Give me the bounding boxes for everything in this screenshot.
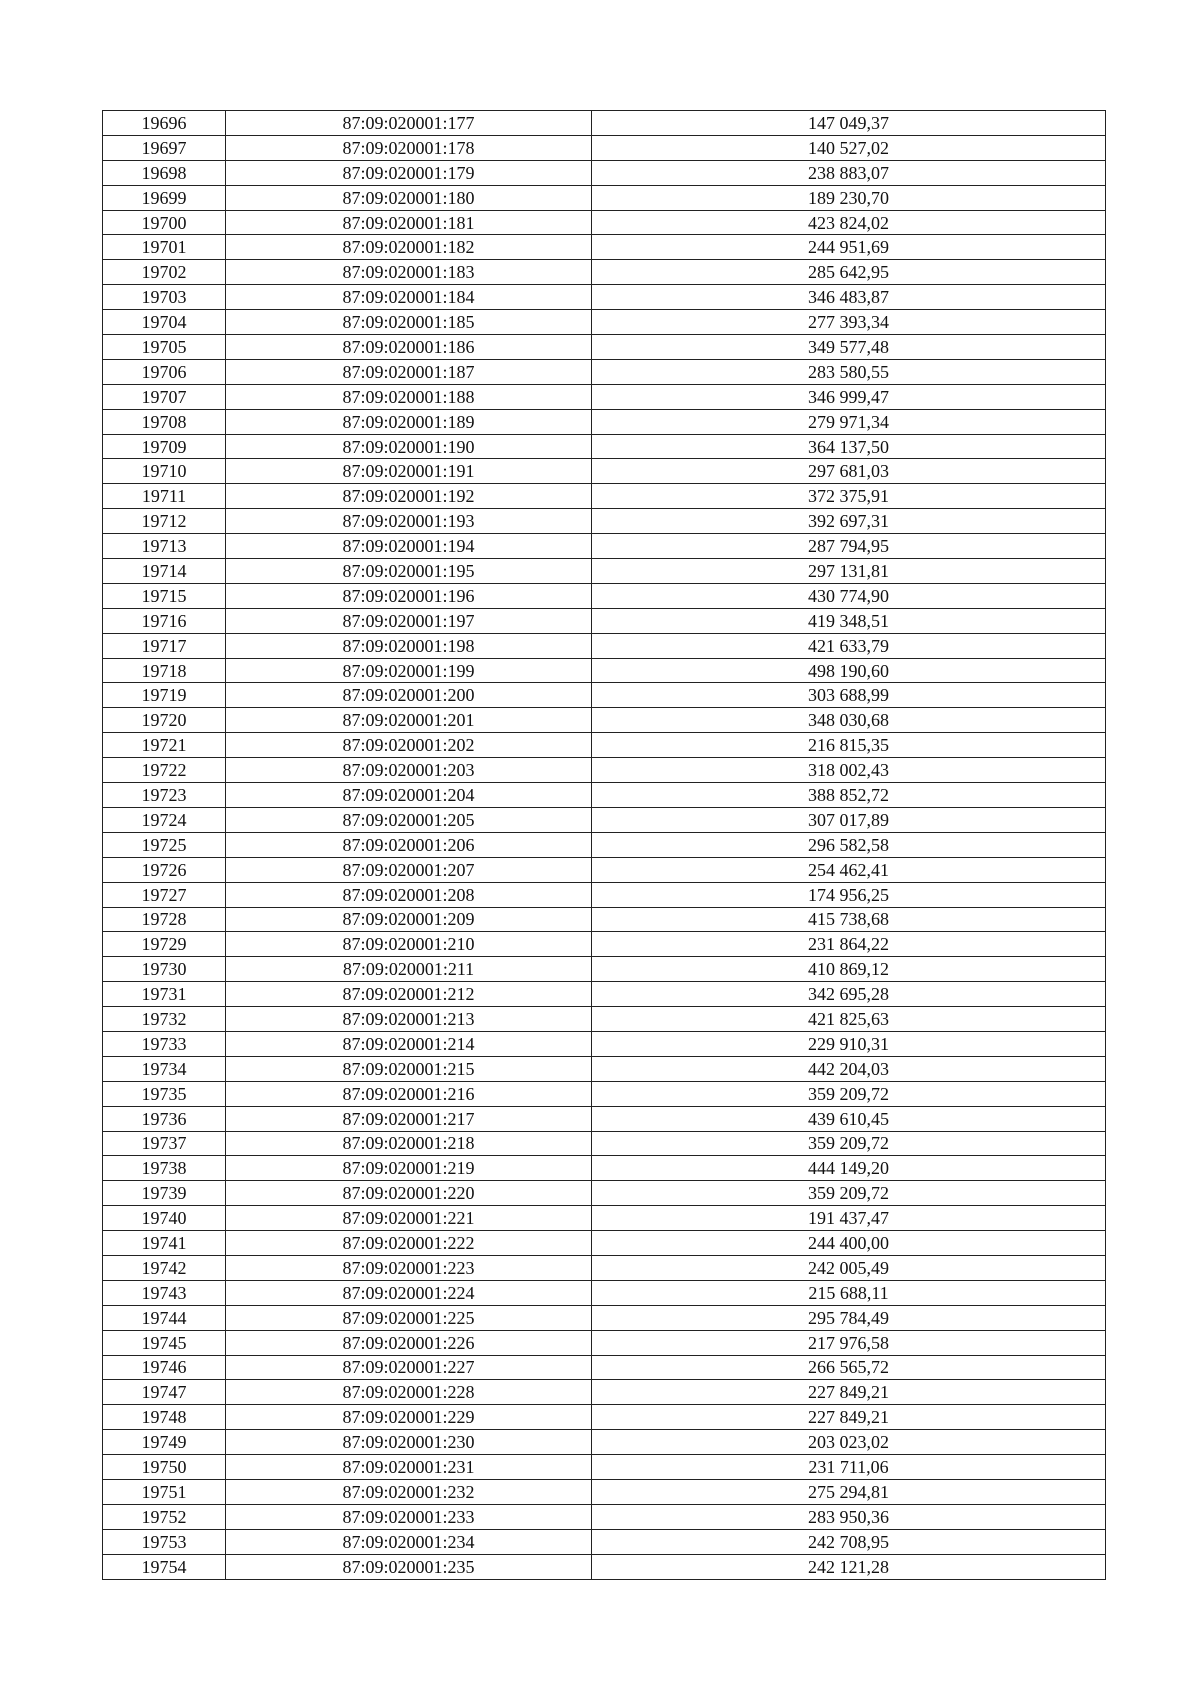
table-row (103, 608, 1106, 633)
row-number-cell: 19711 (103, 484, 226, 509)
cadastral-value-cell: 392 697,31 (592, 509, 1106, 534)
table-row (103, 583, 1106, 608)
cadastral-number-cell: 87:09:020001:199 (226, 658, 592, 683)
cadastral-value-cell: 244 951,69 (592, 235, 1106, 260)
cadastral-number-cell: 87:09:020001:187 (226, 359, 592, 384)
cadastral-value-cell: 238 883,07 (592, 160, 1106, 185)
cadastral-number-cell: 87:09:020001:217 (226, 1106, 592, 1131)
cadastral-value-cell: 444 149,20 (592, 1156, 1106, 1181)
table-row (103, 1081, 1106, 1106)
row-number-cell: 19736 (103, 1106, 226, 1131)
cadastral-value-cell: 189 230,70 (592, 185, 1106, 210)
row-number-cell: 19703 (103, 285, 226, 310)
cadastral-number-cell: 87:09:020001:225 (226, 1305, 592, 1330)
cadastral-number-cell: 87:09:020001:188 (226, 384, 592, 409)
table-row (103, 907, 1106, 932)
row-number-cell: 19731 (103, 982, 226, 1007)
table-row (103, 832, 1106, 857)
table-row (103, 310, 1106, 335)
cadastral-value-cell: 442 204,03 (592, 1056, 1106, 1081)
cadastral-number-cell: 87:09:020001:216 (226, 1081, 592, 1106)
table-row (103, 1430, 1106, 1455)
row-number-cell: 19709 (103, 434, 226, 459)
table-row (103, 111, 1106, 136)
cadastral-number-cell: 87:09:020001:178 (226, 135, 592, 160)
row-number-cell: 19727 (103, 882, 226, 907)
cadastral-value-cell: 423 824,02 (592, 210, 1106, 235)
cadastral-value-cell: 296 582,58 (592, 832, 1106, 857)
cadastral-value-cell: 359 209,72 (592, 1131, 1106, 1156)
cadastral-value-cell: 266 565,72 (592, 1355, 1106, 1380)
cadastral-number-cell: 87:09:020001:202 (226, 733, 592, 758)
row-number-cell: 19701 (103, 235, 226, 260)
table-row (103, 758, 1106, 783)
table-row (103, 1554, 1106, 1579)
row-number-cell: 19706 (103, 359, 226, 384)
cadastral-value-cell: 346 999,47 (592, 384, 1106, 409)
table-row (103, 459, 1106, 484)
row-number-cell: 19712 (103, 509, 226, 534)
table-row (103, 1007, 1106, 1032)
cadastral-number-cell: 87:09:020001:181 (226, 210, 592, 235)
cadastral-number-cell: 87:09:020001:220 (226, 1181, 592, 1206)
row-number-cell: 19719 (103, 683, 226, 708)
row-number-cell: 19744 (103, 1305, 226, 1330)
table-row (103, 882, 1106, 907)
cadastral-number-cell: 87:09:020001:191 (226, 459, 592, 484)
table-row (103, 235, 1106, 260)
row-number-cell: 19751 (103, 1479, 226, 1504)
cadastral-value-cell: 421 633,79 (592, 633, 1106, 658)
row-number-cell: 19700 (103, 210, 226, 235)
table-row (103, 285, 1106, 310)
row-number-cell: 19724 (103, 807, 226, 832)
row-number-cell: 19739 (103, 1181, 226, 1206)
cadastral-number-cell: 87:09:020001:230 (226, 1430, 592, 1455)
cadastral-value-cell: 227 849,21 (592, 1380, 1106, 1405)
cadastral-number-cell: 87:09:020001:205 (226, 807, 592, 832)
cadastral-number-cell: 87:09:020001:208 (226, 882, 592, 907)
cadastral-number-cell: 87:09:020001:184 (226, 285, 592, 310)
cadastral-number-cell: 87:09:020001:200 (226, 683, 592, 708)
row-number-cell: 19734 (103, 1056, 226, 1081)
cadastral-value-cell: 430 774,90 (592, 583, 1106, 608)
table-row (103, 1181, 1106, 1206)
cadastral-number-cell: 87:09:020001:222 (226, 1231, 592, 1256)
row-number-cell: 19723 (103, 783, 226, 808)
cadastral-value-cell: 318 002,43 (592, 758, 1106, 783)
cadastral-value-cell: 388 852,72 (592, 783, 1106, 808)
table-row (103, 1156, 1106, 1181)
table-row (103, 409, 1106, 434)
cadastral-value-cell: 215 688,11 (592, 1280, 1106, 1305)
row-number-cell: 19729 (103, 932, 226, 957)
cadastral-value-cell: 421 825,63 (592, 1007, 1106, 1032)
table-row (103, 1455, 1106, 1480)
table-body (103, 111, 1106, 1580)
row-number-cell: 19746 (103, 1355, 226, 1380)
row-number-cell: 19752 (103, 1504, 226, 1529)
row-number-cell: 19753 (103, 1529, 226, 1554)
row-number-cell: 19720 (103, 708, 226, 733)
table-row (103, 957, 1106, 982)
table-row (103, 1206, 1106, 1231)
row-number-cell: 19717 (103, 633, 226, 658)
cadastral-number-cell: 87:09:020001:214 (226, 1031, 592, 1056)
table-row (103, 559, 1106, 584)
cadastral-number-cell: 87:09:020001:204 (226, 783, 592, 808)
cadastral-value-cell: 242 005,49 (592, 1255, 1106, 1280)
cadastral-number-cell: 87:09:020001:227 (226, 1355, 592, 1380)
row-number-cell: 19713 (103, 534, 226, 559)
cadastral-number-cell: 87:09:020001:218 (226, 1131, 592, 1156)
cadastral-value-cell: 279 971,34 (592, 409, 1106, 434)
row-number-cell: 19730 (103, 957, 226, 982)
row-number-cell: 19702 (103, 260, 226, 285)
row-number-cell: 19749 (103, 1430, 226, 1455)
row-number-cell: 19732 (103, 1007, 226, 1032)
cadastral-number-cell: 87:09:020001:224 (226, 1280, 592, 1305)
cadastral-number-cell: 87:09:020001:235 (226, 1554, 592, 1579)
cadastral-number-cell: 87:09:020001:232 (226, 1479, 592, 1504)
cadastral-value-cell: 283 950,36 (592, 1504, 1106, 1529)
cadastral-value-cell: 203 023,02 (592, 1430, 1106, 1455)
cadastral-number-cell: 87:09:020001:212 (226, 982, 592, 1007)
table-row (103, 1479, 1106, 1504)
table-row (103, 708, 1106, 733)
cadastral-number-cell: 87:09:020001:179 (226, 160, 592, 185)
table-row (103, 932, 1106, 957)
table-row (103, 484, 1106, 509)
cadastral-number-cell: 87:09:020001:180 (226, 185, 592, 210)
cadastral-number-cell: 87:09:020001:233 (226, 1504, 592, 1529)
cadastral-value-cell: 147 049,37 (592, 111, 1106, 136)
cadastral-number-cell: 87:09:020001:207 (226, 857, 592, 882)
row-number-cell: 19715 (103, 583, 226, 608)
cadastral-value-cell: 415 738,68 (592, 907, 1106, 932)
row-number-cell: 19738 (103, 1156, 226, 1181)
table-row (103, 1056, 1106, 1081)
table-row (103, 335, 1106, 360)
table-row (103, 384, 1106, 409)
table-row (103, 733, 1106, 758)
cadastral-value-cell: 231 711,06 (592, 1455, 1106, 1480)
cadastral-value-table (102, 110, 1106, 1580)
table-row (103, 1529, 1106, 1554)
table-row (103, 135, 1106, 160)
cadastral-number-cell: 87:09:020001:226 (226, 1330, 592, 1355)
table-row (103, 434, 1106, 459)
cadastral-number-cell: 87:09:020001:197 (226, 608, 592, 633)
cadastral-value-cell: 242 708,95 (592, 1529, 1106, 1554)
row-number-cell: 19707 (103, 384, 226, 409)
cadastral-value-cell: 439 610,45 (592, 1106, 1106, 1131)
table-row (103, 359, 1106, 384)
cadastral-number-cell: 87:09:020001:189 (226, 409, 592, 434)
cadastral-number-cell: 87:09:020001:211 (226, 957, 592, 982)
table-row (103, 260, 1106, 285)
cadastral-value-cell: 349 577,48 (592, 335, 1106, 360)
row-number-cell: 19710 (103, 459, 226, 484)
cadastral-value-cell: 419 348,51 (592, 608, 1106, 633)
row-number-cell: 19725 (103, 832, 226, 857)
cadastral-value-cell: 297 681,03 (592, 459, 1106, 484)
cadastral-number-cell: 87:09:020001:177 (226, 111, 592, 136)
row-number-cell: 19735 (103, 1081, 226, 1106)
cadastral-value-cell: 229 910,31 (592, 1031, 1106, 1056)
row-number-cell: 19696 (103, 111, 226, 136)
table-row (103, 1504, 1106, 1529)
cadastral-number-cell: 87:09:020001:206 (226, 832, 592, 857)
table-row (103, 185, 1106, 210)
cadastral-number-cell: 87:09:020001:186 (226, 335, 592, 360)
row-number-cell: 19699 (103, 185, 226, 210)
row-number-cell: 19737 (103, 1131, 226, 1156)
table-row (103, 658, 1106, 683)
table-row (103, 1106, 1106, 1131)
cadastral-number-cell: 87:09:020001:229 (226, 1405, 592, 1430)
table-row (103, 210, 1106, 235)
table-row (103, 982, 1106, 1007)
cadastral-value-cell: 217 976,58 (592, 1330, 1106, 1355)
table-row (103, 807, 1106, 832)
table-row (103, 1355, 1106, 1380)
cadastral-value-cell: 346 483,87 (592, 285, 1106, 310)
cadastral-number-cell: 87:09:020001:215 (226, 1056, 592, 1081)
cadastral-number-cell: 87:09:020001:194 (226, 534, 592, 559)
cadastral-value-cell: 372 375,91 (592, 484, 1106, 509)
row-number-cell: 19705 (103, 335, 226, 360)
cadastral-number-cell: 87:09:020001:183 (226, 260, 592, 285)
cadastral-value-cell: 216 815,35 (592, 733, 1106, 758)
row-number-cell: 19743 (103, 1280, 226, 1305)
table-row (103, 1405, 1106, 1430)
table-row (103, 1280, 1106, 1305)
cadastral-value-cell: 348 030,68 (592, 708, 1106, 733)
cadastral-value-cell: 307 017,89 (592, 807, 1106, 832)
cadastral-value-cell: 410 869,12 (592, 957, 1106, 982)
cadastral-number-cell: 87:09:020001:198 (226, 633, 592, 658)
cadastral-value-cell: 303 688,99 (592, 683, 1106, 708)
cadastral-value-cell: 275 294,81 (592, 1479, 1106, 1504)
table-row (103, 683, 1106, 708)
row-number-cell: 19698 (103, 160, 226, 185)
table-row (103, 1031, 1106, 1056)
table-row (103, 1330, 1106, 1355)
cadastral-number-cell: 87:09:020001:234 (226, 1529, 592, 1554)
cadastral-value-cell: 359 209,72 (592, 1181, 1106, 1206)
cadastral-number-cell: 87:09:020001:231 (226, 1455, 592, 1480)
table-row (103, 160, 1106, 185)
row-number-cell: 19704 (103, 310, 226, 335)
table-row (103, 534, 1106, 559)
cadastral-value-cell: 498 190,60 (592, 658, 1106, 683)
row-number-cell: 19721 (103, 733, 226, 758)
cadastral-number-cell: 87:09:020001:209 (226, 907, 592, 932)
table-row (103, 1305, 1106, 1330)
cadastral-number-cell: 87:09:020001:192 (226, 484, 592, 509)
cadastral-value-cell: 140 527,02 (592, 135, 1106, 160)
row-number-cell: 19697 (103, 135, 226, 160)
row-number-cell: 19716 (103, 608, 226, 633)
cadastral-value-cell: 174 956,25 (592, 882, 1106, 907)
cadastral-value-cell: 242 121,28 (592, 1554, 1106, 1579)
cadastral-number-cell: 87:09:020001:228 (226, 1380, 592, 1405)
table-row (103, 509, 1106, 534)
row-number-cell: 19740 (103, 1206, 226, 1231)
table-row (103, 1131, 1106, 1156)
table-row (103, 1231, 1106, 1256)
cadastral-number-cell: 87:09:020001:190 (226, 434, 592, 459)
cadastral-value-cell: 359 209,72 (592, 1081, 1106, 1106)
table-row (103, 1380, 1106, 1405)
row-number-cell: 19722 (103, 758, 226, 783)
cadastral-value-cell: 244 400,00 (592, 1231, 1106, 1256)
row-number-cell: 19747 (103, 1380, 226, 1405)
cadastral-value-cell: 191 437,47 (592, 1206, 1106, 1231)
cadastral-number-cell: 87:09:020001:193 (226, 509, 592, 534)
row-number-cell: 19726 (103, 857, 226, 882)
cadastral-value-cell: 295 784,49 (592, 1305, 1106, 1330)
cadastral-number-cell: 87:09:020001:210 (226, 932, 592, 957)
cadastral-value-cell: 342 695,28 (592, 982, 1106, 1007)
row-number-cell: 19745 (103, 1330, 226, 1355)
row-number-cell: 19748 (103, 1405, 226, 1430)
cadastral-value-cell: 277 393,34 (592, 310, 1106, 335)
cadastral-value-cell: 283 580,55 (592, 359, 1106, 384)
cadastral-number-cell: 87:09:020001:196 (226, 583, 592, 608)
cadastral-number-cell: 87:09:020001:213 (226, 1007, 592, 1032)
cadastral-number-cell: 87:09:020001:182 (226, 235, 592, 260)
row-number-cell: 19728 (103, 907, 226, 932)
cadastral-value-cell: 287 794,95 (592, 534, 1106, 559)
cadastral-number-cell: 87:09:020001:219 (226, 1156, 592, 1181)
table-row (103, 783, 1106, 808)
cadastral-number-cell: 87:09:020001:203 (226, 758, 592, 783)
row-number-cell: 19733 (103, 1031, 226, 1056)
table-row (103, 857, 1106, 882)
row-number-cell: 19714 (103, 559, 226, 584)
row-number-cell: 19754 (103, 1554, 226, 1579)
cadastral-value-cell: 254 462,41 (592, 857, 1106, 882)
cadastral-value-cell: 364 137,50 (592, 434, 1106, 459)
cadastral-value-cell: 297 131,81 (592, 559, 1106, 584)
row-number-cell: 19741 (103, 1231, 226, 1256)
cadastral-number-cell: 87:09:020001:223 (226, 1255, 592, 1280)
cadastral-value-cell: 285 642,95 (592, 260, 1106, 285)
row-number-cell: 19708 (103, 409, 226, 434)
cadastral-number-cell: 87:09:020001:195 (226, 559, 592, 584)
row-number-cell: 19742 (103, 1255, 226, 1280)
cadastral-number-cell: 87:09:020001:221 (226, 1206, 592, 1231)
cadastral-number-cell: 87:09:020001:185 (226, 310, 592, 335)
table-row (103, 1255, 1106, 1280)
table-row (103, 633, 1106, 658)
row-number-cell: 19718 (103, 658, 226, 683)
cadastral-value-cell: 231 864,22 (592, 932, 1106, 957)
cadastral-number-cell: 87:09:020001:201 (226, 708, 592, 733)
cadastral-value-cell: 227 849,21 (592, 1405, 1106, 1430)
row-number-cell: 19750 (103, 1455, 226, 1480)
